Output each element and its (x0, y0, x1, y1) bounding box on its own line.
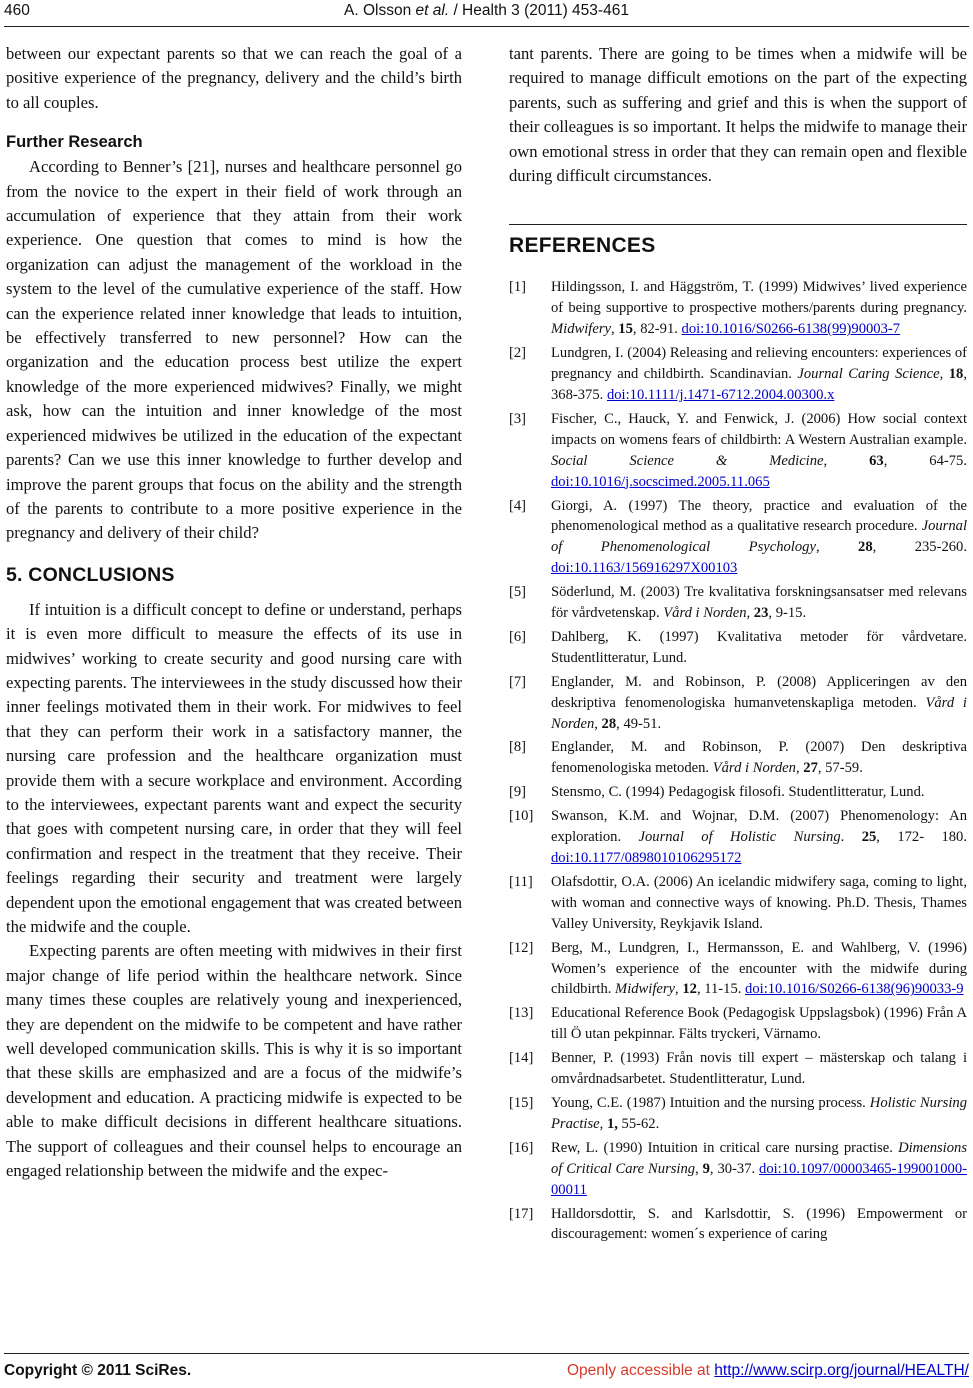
page-number: 460 (4, 2, 30, 19)
reference-number: [11] (509, 873, 533, 890)
left-column (6, 42, 462, 1183)
reference-pages: , 30-37. (709, 1160, 760, 1177)
journal-url-link[interactable]: http://www.scirp.org/journal/HEALTH/ (714, 1362, 969, 1379)
reference-pages: , 57-59. (817, 760, 863, 777)
reference-number: [14] (509, 1050, 534, 1067)
reference-volume: 28 (858, 539, 873, 556)
reference-number: [7] (509, 673, 527, 690)
reference-item (509, 343, 967, 406)
paragraph-conclusions-2: Expecting parents are often meeting with midwives in their first major change of life period within the healthcare network. Since many times these couples are relatively young and inexperienced, they are dependent on the midwife to be competent and have rather well developed communication skills. This is why it is so important that these skills are emphasized and are a focus of the midwife’s development and education. A practicing midwife is expected to be able to make difficult decisions in different healthcare situations. The support of colleagues and their counsel helps to encourage an engaged relationship between the midwife and the expec- (6, 941, 462, 1181)
reference-text: Rew, L. (1990) Intuition in critical care nursing practise. (551, 1139, 899, 1156)
reference-pages: , 11-15. (696, 981, 746, 998)
reference-text: Lundgren, I. (2004) Releasing and relieving encounters: experiences of pregnancy and childbirth. Scandinavian. (551, 345, 967, 383)
reference-volume: 25 (861, 829, 877, 846)
reference-item (509, 672, 967, 735)
reference-volume: 63 (869, 452, 884, 469)
reference-separator: , (939, 366, 949, 383)
reference-number: [12] (509, 939, 534, 956)
reference-doi-link[interactable]: doi:10.1097/00003465-199001000-00011 (551, 1160, 967, 1198)
reference-separator: , (611, 321, 619, 338)
reference-journal: Vård i Norden (712, 760, 796, 777)
copyright-notice: Copyright © 2011 SciRes. (4, 1362, 192, 1379)
reference-number: [15] (509, 1094, 534, 1111)
reference-text: Berg, M., Lundgren, I., Hermansson, E. and Wahlberg, V. (1996) Women’s experience of the encounter with the midwife during childbirth. (551, 939, 967, 998)
reference-volume: 12 (682, 981, 697, 998)
reference-separator: , (795, 760, 804, 777)
reference-number: [6] (509, 628, 527, 645)
reference-text: Educational Reference Book (Pedagogisk Uppslagsbok) (1996) Från A till Ö utan pekpinnar. Fälts tryckeri, Värnamo. (551, 1005, 967, 1043)
reference-doi-link[interactable]: doi:10.1016/S0266-6138(99)90003-7 (681, 321, 901, 338)
reference-doi-link[interactable]: doi:10.1163/156916297X00103 (551, 560, 738, 577)
references-heading: REFERENCES (509, 234, 656, 258)
reference-doi-link[interactable]: doi:10.1016/j.socscimed.2005.11.065 (551, 473, 770, 490)
references-rule (509, 224, 967, 225)
reference-text: Stensmo, C. (1994) Pedagogisk filosofi. Studentlitteratur, Lund. (551, 784, 925, 801)
reference-text: Englander, M. and Robinson, P. (2007) Den deskriptiva fenomenologiska metoden. (551, 739, 967, 777)
reference-pages: , 64-75. (883, 452, 967, 469)
reference-text: Fischer, C., Hauck, Y. and Fenwick, J. (2006) How social context impacts on womens fears of childbirth: A Western Australian example. (551, 410, 967, 448)
reference-volume: 9 (702, 1160, 710, 1177)
reference-number: [17] (509, 1205, 534, 1222)
reference-item (509, 737, 967, 779)
reference-number: [3] (509, 410, 527, 427)
reference-item (509, 1204, 967, 1246)
reference-doi-link[interactable]: doi:10.1016/S0266-6138(96)90033-9 (745, 981, 964, 998)
reference-item (509, 1003, 967, 1045)
reference-number: [4] (509, 497, 527, 514)
reference-item (509, 582, 967, 624)
reference-item (509, 277, 967, 340)
reference-journal: Journal Caring Science (797, 366, 940, 383)
reference-text: Giorgi, A. (1997) The theory, practice and evaluation of the phenomenological method as a qualitative research procedure. (551, 497, 967, 535)
reference-pages: , 172- 180. (876, 829, 967, 846)
reference-item (509, 872, 967, 935)
reference-number: [16] (509, 1139, 534, 1156)
reference-volume: 15 (618, 321, 633, 338)
reference-text: Olafsdottir, O.A. (2006) An icelandic midwifery saga, coming to light, with woman and connective ways of knowing. Ph.D. Thesis, Thames Valley University, Reykjavik Island. (551, 873, 967, 932)
open-access-notice: Openly accessible at http://www.scirp.org/journal/HEALTH/ (566, 1362, 969, 1379)
paragraph-continued: tant parents. There are going to be times when a midwife will be required to manage difficult emotions on the part of the expecting parents, such as suffering and grief and this is when the support of their colleagues is so important. It helps the midwife to manage their own emotional stress in order that they can remain open and flexible during difficult circumstances. (509, 44, 967, 186)
reference-pages: , 82-91. (632, 321, 682, 338)
reference-volume: 28 (601, 715, 617, 732)
reference-item (509, 806, 967, 869)
running-title: A. Olsson et al. / Health 3 (2011) 453-461 (344, 2, 629, 19)
reference-journal: Holistic Nursing Practise (551, 1094, 967, 1132)
reference-journal: Midwifery (551, 321, 611, 338)
header-rule (4, 26, 969, 27)
reference-item (509, 1093, 967, 1135)
reference-text: Benner, P. (1993) Från novis till expert – mästerskap och talang i omvårdnadsarbetet. Studentlitteratur, Lund. (551, 1050, 967, 1088)
paragraph-conclusions-1: If intuition is a difficult concept to define or understand, perhaps it is even more difficult to measure the effects of its use in midwives’ working to create security and good nursing care with expecting parents. The interviewees in the study discussed how their inner feelings motivated them in their work. For midwives to feel that they can perform their work in a satisfactory manner, the nursing care profession and the healthcare organization must provide them with a secure workplace and environment. According to the interviewees, expectant parents want and expect the security that goes with competent nursing care, in order that they will feel confirmation and respect in the treatment that they receive. Their feelings regarding their security and treatment were largely dependent upon the emotional engagement that was created between the midwife and the couple. (6, 599, 462, 936)
reference-journal: Journal of Phenomenological Psychology (551, 518, 967, 556)
reference-journal: Journal of Holistic Nursing (638, 829, 841, 846)
footer-rule (4, 1353, 969, 1354)
reference-item (509, 1048, 967, 1090)
reference-separator: , (823, 452, 870, 469)
reference-item (509, 938, 967, 1001)
reference-separator: , (599, 1115, 607, 1132)
reference-text: Söderlund, M. (2003) Tre kvalitativa forskningsansatser med relevans för vårdvetenskap. (551, 584, 967, 622)
page-footer (4, 1356, 969, 1382)
reference-number: [5] (509, 584, 527, 601)
reference-item (509, 1138, 967, 1201)
reference-separator: , (675, 981, 683, 998)
reference-volume: 18 (948, 366, 964, 383)
reference-pages: , 49-51. (616, 715, 662, 732)
reference-number: [9] (509, 784, 527, 801)
paragraph-further-research: According to Benner’s [21], nurses and healthcare personnel go from the novice to the expert in their field of work through an accumulation of experience that they attain from their work experience. One question that comes to mind is how the organization can adjust the management of the workload in the system to the level of the cumulative experience of the staff. How can the experience related inner knowledge that leads to intuition, be effectively transferred to new personnel? How can the organization and the education process best utilize the expert knowledge of the more experienced midwives? Finally, we might ask, how can the intuition and inner knowledge of the most experienced midwives be utilized in the education of the expectant parents? Can we use this inner knowledge to further develop and improve the parent groups that focus on the ability and the strength of the parents to contribute to a more positive experience in the pregnancy and delivery of their child? (6, 157, 462, 543)
reference-volume: 27 (803, 760, 818, 777)
reference-separator: , (594, 715, 602, 732)
reference-text: Young, C.E. (1987) Intuition and the nursing process. (551, 1094, 870, 1111)
reference-pages: , 9-15. (768, 605, 807, 622)
reference-number: [10] (509, 808, 534, 825)
reference-text: Englander, M. and Robinson, P. (2008) Appliceringen av den deskriptiva fenomenologiska humanvetenskapliga metoden. (551, 673, 967, 711)
reference-journal: Social Science & Medicine (551, 452, 824, 469)
reference-volume: 1, (606, 1115, 618, 1132)
reference-journal: Vård i Norden (551, 694, 967, 732)
reference-number: [1] (509, 279, 527, 296)
reference-doi-link[interactable]: doi:10.1177/0898010106295172 (551, 850, 742, 866)
reference-list (509, 277, 967, 1245)
reference-volume: 23 (753, 605, 769, 622)
reference-journal: Dimensions of Critical Care Nursing (551, 1139, 967, 1177)
reference-separator: , (815, 539, 859, 556)
reference-pages: , 235-260. (872, 539, 968, 556)
reference-journal: Midwifery (615, 981, 676, 998)
running-header (4, 2, 969, 24)
reference-pages: 55-62. (617, 1115, 660, 1132)
reference-text: Hildingsson, I. and Häggström, T. (1999) Midwives’ lived experience of being supportive to prospective mothers/parents during pregnancy. (551, 279, 967, 317)
reference-item (509, 409, 967, 493)
right-column (509, 42, 967, 1248)
reference-item (509, 496, 967, 580)
reference-separator: , (695, 1160, 703, 1177)
reference-separator: . (840, 829, 862, 846)
reference-doi-link[interactable]: doi:10.1111/j.1471-6712.2004.00300.x (606, 386, 835, 403)
reference-separator: , (746, 605, 754, 622)
paragraph-intro: between our expectant parents so that we can reach the goal of a positive experience of the pregnancy, delivery and the child’s birth to all couples. (6, 44, 462, 112)
reference-pages: , 368-375. (551, 366, 967, 403)
further-research-heading: Further Research (6, 133, 143, 152)
reference-number: [2] (509, 345, 527, 362)
reference-journal: Vård i Norden (663, 605, 747, 622)
reference-text: Dahlberg, K. (1997) Kvalitativa metoder för vårdvetare. Studentlitteratur, Lund. (551, 628, 967, 666)
reference-item (509, 627, 967, 669)
reference-item (509, 782, 967, 803)
conclusions-heading: 5. CONCLUSIONS (6, 563, 175, 586)
reference-text: Swanson, K.M. and Wojnar, D.M. (2007) Phenomenology: An exploration. (551, 808, 967, 846)
reference-number: [13] (509, 1005, 534, 1022)
reference-text: Halldorsdottir, S. and Karlsdottir, S. (1996) Empowerment or discouragement: women´s experience of caring (551, 1205, 967, 1243)
reference-number: [8] (509, 739, 527, 756)
